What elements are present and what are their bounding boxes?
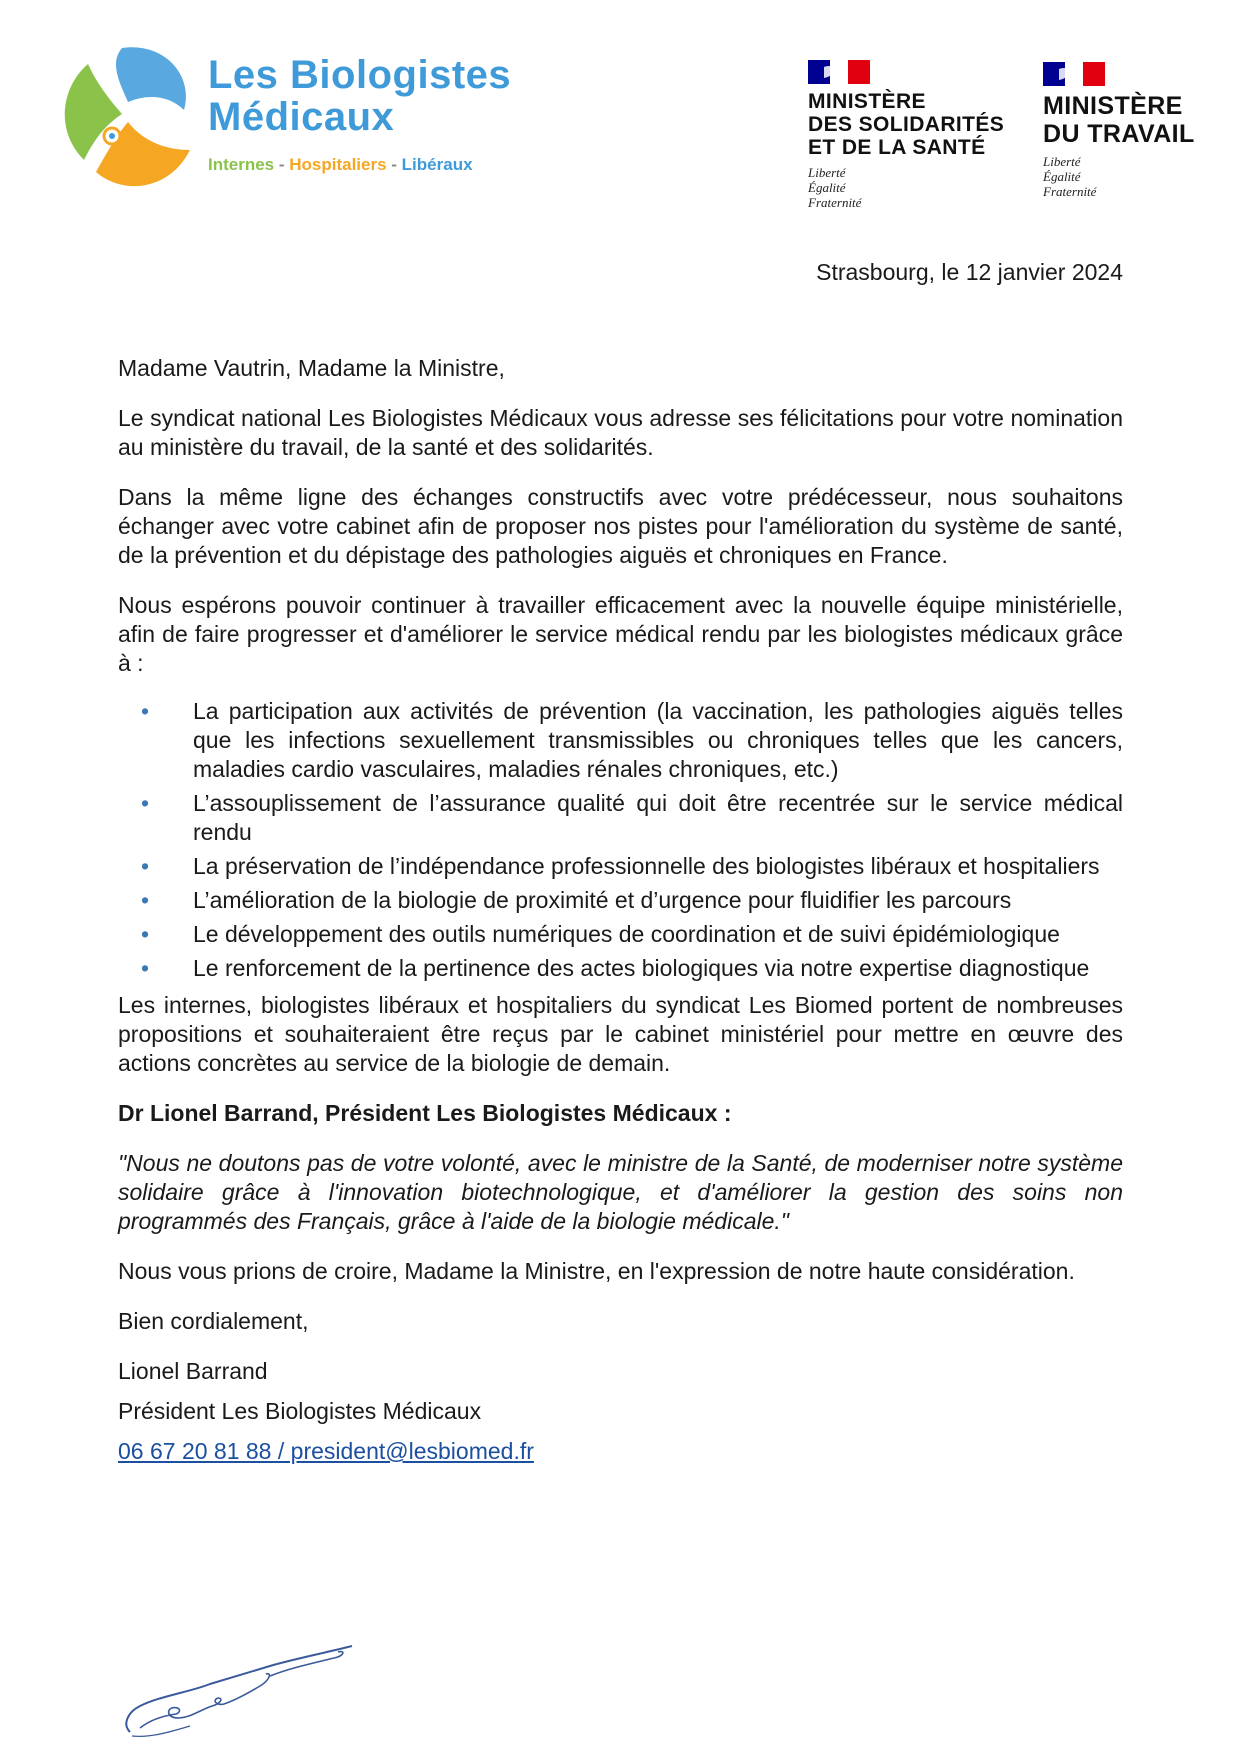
sign-off: Bien cordialement, — [118, 1308, 309, 1334]
paragraph: Les internes, biologistes libéraux et hospitaliers du syndicat Les Biomed portent de nombreuses propositions et souhaiteraient être reçus par le cabinet ministériel pour mettre en œuvre des actions concrètes au service de la biologie de demain. — [118, 992, 1123, 1076]
quote: "Nous ne doutons pas de votre volonté, avec le ministre de la Santé, de moderniser notre système solidaire grâce à l'innovation biotechnologique, et d'améliorer la gestion des soins non programmés des Français, grâce à l'aide de la biologie médicale." — [118, 1150, 1123, 1234]
paragraph: Nous espérons pouvoir continuer à travailler efficacement avec la nouvelle équipe ministérielle, afin de faire progresser et d'améliorer le service médical rendu par les biologistes médicaux grâce à : — [118, 592, 1123, 676]
paragraph: Le syndicat national Les Biologistes Médicaux vous adresse ses félicitations pour votre nomination au ministère du travail, de la santé et des solidarités. — [118, 405, 1123, 460]
list-item — [118, 920, 1123, 949]
ministry-name-line: MINISTÈRE — [808, 90, 926, 113]
motto-line: Fraternité — [1043, 184, 1097, 199]
proposals-list — [118, 697, 1123, 983]
tagline-internes: Internes — [208, 155, 275, 174]
tagline-liberaux: Libéraux — [401, 155, 473, 174]
biologistes-logo-icon — [44, 40, 204, 200]
paragraph: Dans la même ligne des échanges constructifs avec votre prédécesseur, nous souhaitons échanger avec votre cabinet afin de proposer nos pistes pour l'amélioration du système de santé, de la prévention et du dépistage des pathologies aiguës et chroniques en France. — [118, 484, 1123, 568]
ministry-travail-block — [1043, 62, 1223, 199]
quote-author: Dr Lionel Barrand, Président Les Biologistes Médicaux : — [118, 1100, 732, 1126]
ministry-name-line: DES SOLIDARITÉS — [808, 113, 1005, 136]
salutation: Madame Vautrin, Madame la Ministre, — [118, 355, 505, 381]
republic-motto — [1043, 154, 1223, 199]
motto-line: Égalité — [1043, 169, 1081, 184]
republic-motto — [808, 165, 1018, 210]
bullet-icon: • — [141, 790, 150, 816]
letter-date: Strasbourg, le 12 janvier 2024 — [816, 259, 1123, 285]
list-item — [118, 886, 1123, 915]
list-item-text: La participation aux activités de prévention (la vaccination, les pathologies aiguës telles que les infections sexuellement transmissibles ou chroniques telles que les cancers, maladies cardio vasculaires, maladies rénales chroniques, etc.) — [193, 698, 1123, 782]
list-item-text: Le développement des outils numériques de coordination et de suivi épidémiologique — [193, 921, 1060, 947]
ministry-name — [1043, 92, 1223, 148]
list-item — [118, 789, 1123, 847]
motto-line: Fraternité — [808, 195, 862, 210]
list-item — [118, 697, 1123, 784]
marianne-flag-icon — [1043, 62, 1105, 86]
signer-title: Président Les Biologistes Médicaux — [118, 1398, 482, 1424]
tagline-hospitaliers: Hospitaliers — [289, 155, 387, 174]
ministry-name — [808, 90, 1018, 159]
contact-link[interactable]: 06 67 20 81 88 / president@lesbiomed.fr — [118, 1438, 534, 1464]
tagline-separator: - — [386, 155, 402, 174]
ministry-name-line: ET DE LA SANTÉ — [808, 136, 986, 159]
signer-name: Lionel Barrand — [118, 1358, 268, 1384]
ministry-name-line: DU TRAVAIL — [1043, 120, 1195, 148]
list-item-text: L’amélioration de la biologie de proximité et d’urgence pour fluidifier les parcours — [193, 887, 1012, 913]
bullet-icon: • — [141, 955, 150, 981]
letter-body — [118, 354, 1123, 1477]
marianne-flag-icon — [808, 60, 870, 84]
list-item — [118, 954, 1123, 983]
tagline-separator: - — [274, 155, 290, 174]
handwritten-signature-icon — [120, 1632, 360, 1742]
motto-line: Liberté — [1043, 154, 1081, 169]
closing-formula: Nous vous prions de croire, Madame la Ministre, en l'expression de notre haute considération. — [118, 1258, 1075, 1284]
list-item — [118, 852, 1123, 881]
ministry-name-line: MINISTÈRE — [1043, 92, 1183, 120]
bullet-icon: • — [141, 698, 150, 724]
logo-title-line2: Médicaux — [208, 95, 395, 139]
bullet-icon: • — [141, 853, 150, 879]
list-item-text: La préservation de l’indépendance professionnelle des biologistes libéraux et hospitaliers — [193, 853, 1100, 879]
ministry-solidarites-sante-block — [808, 60, 1018, 210]
logo-title — [208, 54, 511, 138]
logo-title-line1: Les Biologistes — [208, 53, 512, 97]
list-item-text: L’assouplissement de l’assurance qualité qui doit être recentrée sur le service médical rendu — [193, 790, 1123, 845]
motto-line: Égalité — [808, 180, 846, 195]
bullet-icon: • — [141, 887, 150, 913]
motto-line: Liberté — [808, 165, 846, 180]
list-item-text: Le renforcement de la pertinence des actes biologiques via notre expertise diagnostique — [193, 955, 1090, 981]
bullet-icon: • — [141, 921, 150, 947]
logo-tagline — [208, 155, 473, 175]
